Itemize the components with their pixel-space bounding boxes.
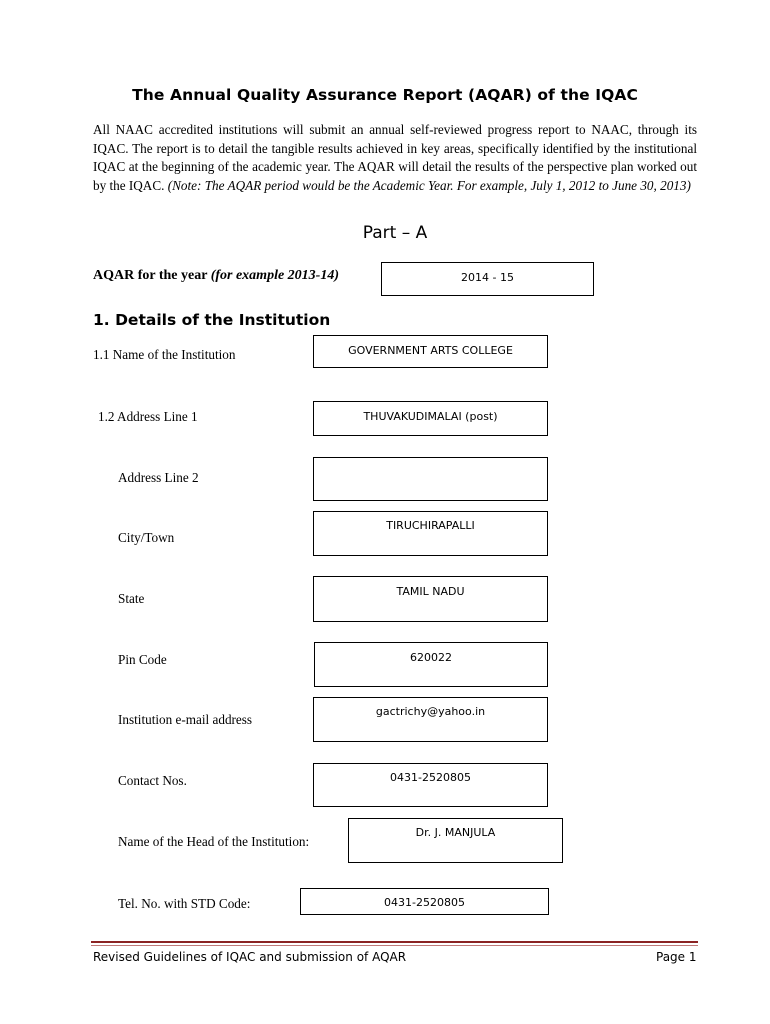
- intro-paragraph: [93, 121, 697, 195]
- intro-note: (Note: The AQAR period would be the Academic Year. For example, July 1, 2012 to June 30, 2013): [167, 177, 691, 193]
- city-label: City/Town: [118, 530, 175, 545]
- state-value: TAMIL NADU: [396, 585, 465, 598]
- contact-field[interactable]: [313, 763, 548, 807]
- tel-field[interactable]: [300, 888, 549, 915]
- address1-field[interactable]: [313, 401, 548, 436]
- part-heading: Part – A: [362, 223, 428, 243]
- head-label: Name of the Head of the Institution:: [118, 834, 310, 849]
- aqar-year-label: [93, 268, 339, 284]
- address1-value: THUVAKUDIMALAI (post): [363, 410, 498, 423]
- footer-rule-thin: [91, 945, 698, 946]
- page-number: Page 1: [656, 950, 697, 964]
- address2-field[interactable]: [313, 457, 548, 501]
- aqar-year-field[interactable]: [381, 262, 594, 296]
- head-field[interactable]: [348, 818, 563, 863]
- city-value: TIRUCHIRAPALLI: [386, 519, 475, 532]
- contact-value: 0431-2520805: [390, 771, 471, 784]
- pin-label: Pin Code: [118, 652, 167, 667]
- aqar-year-example: (for example 2013-14): [210, 268, 339, 283]
- email-value: gactrichy@yahoo.in: [375, 705, 486, 718]
- state-label: State: [118, 591, 145, 606]
- footer-rule: [91, 941, 698, 943]
- address1-label: 1.2 Address Line 1: [98, 409, 198, 424]
- aqar-year-value: 2014 - 15: [461, 271, 514, 284]
- tel-value: 0431-2520805: [384, 896, 465, 909]
- document-title: The Annual Quality Assurance Report (AQAR) of the IQAC: [132, 86, 638, 104]
- city-field[interactable]: [313, 511, 548, 556]
- name-value: GOVERNMENT ARTS COLLEGE: [348, 344, 513, 357]
- name-label: 1.1 Name of the Institution: [93, 347, 236, 362]
- section-heading: 1. Details of the Institution: [93, 311, 331, 329]
- tel-label: Tel. No. with STD Code:: [118, 896, 251, 911]
- state-field[interactable]: [313, 576, 548, 622]
- pin-field[interactable]: [314, 642, 548, 687]
- email-label: Institution e-mail address: [118, 712, 253, 727]
- contact-label: Contact Nos.: [118, 773, 187, 788]
- email-field[interactable]: [313, 697, 548, 742]
- aqar-year-label-text: AQAR for the year: [93, 268, 211, 283]
- intro-text: All NAAC accredited institutions will submit an annual self-reviewed progress report to NAAC, through its IQAC. The report is to detail the tangible results achieved in key areas, specifically identified by the institutional IQAC at the beginning of the academic year. The AQAR will detail the results of the perspective plan worked out by the IQAC.: [93, 122, 697, 193]
- footer-text: Revised Guidelines of IQAC and submission of AQAR: [93, 950, 407, 964]
- head-value: Dr. J. MANJULA: [415, 826, 496, 839]
- name-field[interactable]: [313, 335, 548, 368]
- address2-label: Address Line 2: [118, 470, 199, 485]
- pin-value: 620022: [410, 651, 452, 664]
